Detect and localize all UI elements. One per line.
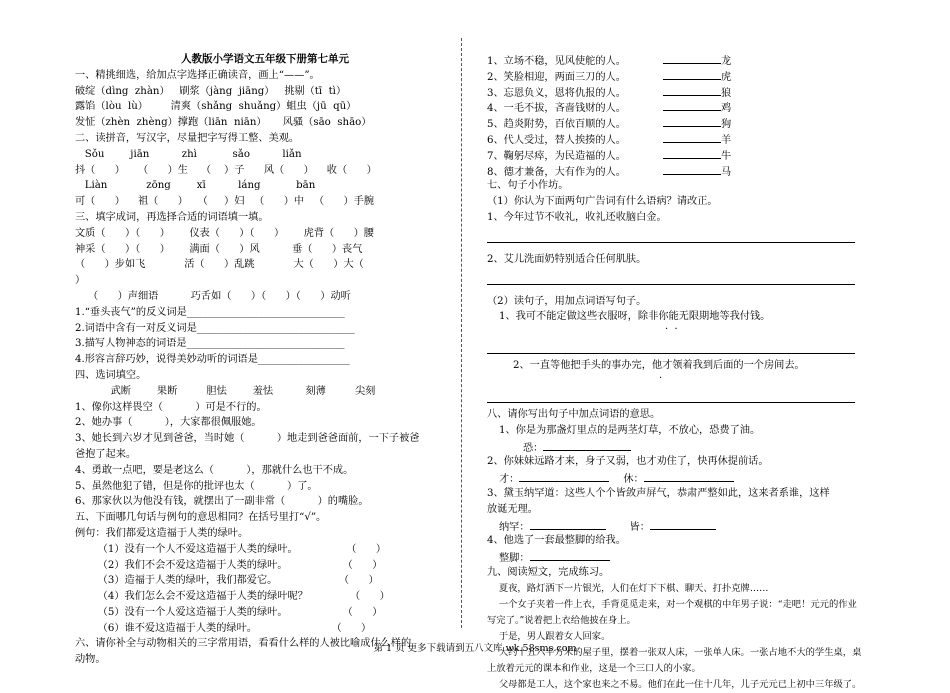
answer-blank[interactable]	[530, 518, 606, 530]
section-7-ad1: 1、今年过节不收礼，收礼还收脑白金。	[487, 211, 667, 223]
left-line: 破绽（dìng zhàn） 刷浆（jàng jiāng） 挑剔（tī tì）	[75, 85, 347, 97]
section-8-s3a: 3、黛玉纳罕道：这些人个个皆敛声屏气，恭肃严整如此，这来者系谁，这样	[487, 487, 830, 499]
left-line: 武断 果断 胆怯 羞怯 刻薄 尖刻	[75, 385, 376, 397]
left-line: 6、那家伙以为他没有钱，就摆出了一副非常（ ）的嘴脸。	[75, 496, 369, 508]
section-7-title: 七、句子小作坊。	[487, 180, 569, 192]
right-column	[487, 52, 862, 693]
passage-line: 大约十五六平方米的屋子里，摆着一张双人床，一张单人床。一张占地不大的学生桌，桌	[487, 646, 862, 658]
animal-item-text: 3、忘恩负义，恩将仇报的人。	[487, 87, 626, 99]
answer-blank[interactable]	[663, 131, 721, 143]
animal-item	[487, 115, 859, 131]
left-line: 2、她办事（ ），大家都很佩服她。	[75, 417, 262, 429]
answer-line[interactable]	[487, 270, 855, 285]
left-line: 1.“垂头丧气”的反义词是_______________________________	[75, 306, 345, 318]
section-8-title: 八、请你写出句子中加点词语的意思。	[487, 408, 661, 420]
left-line: 露馅（lòu lù） 清爽（shǎng shuǎng）蛆虫（jū qū）	[75, 101, 357, 113]
section-7-q1: （1）你认为下面两句广告词有什么语病？请改正。	[487, 196, 718, 208]
answer-blank[interactable]	[663, 163, 721, 175]
answer-blank[interactable]	[663, 52, 721, 64]
animal-item-text: 7、鞠躬尽瘁，为民造福的人。	[487, 150, 626, 162]
page-title: 人教版小学语文五年级下册第七单元	[181, 53, 349, 65]
animal-name: 狗	[721, 119, 732, 131]
section-7-s1: 1、我可不能定做这些衣服呀，除非你能无限期地等我付钱。	[499, 311, 771, 323]
left-content	[75, 68, 445, 668]
page-footer: 第 1 页 更多下载请到五八文库 wk.58sms.com	[373, 643, 577, 654]
animal-item-text: 1、立场不稳，见风使舵的人。	[487, 56, 626, 67]
passage-line: 一个女子夹着一件上衣，手背觅觅走来，对一个观棋的中年男子说：“走吧！元元的作业	[487, 598, 857, 610]
section-8-s3b: 放诞无理。	[487, 503, 538, 515]
left-line: 发怔（zhèn zhèng）撑跑（liān niān） 风骚（sāo shāo）	[75, 117, 372, 129]
left-line: （2）我们不会不爱这造福于人类的绿叶。 （ ）	[75, 559, 383, 571]
section-8-s2: 2、你妹妹远路才来，身子又弱，也才劝住了，快再休提前话。	[487, 456, 769, 468]
answer-blank[interactable]	[530, 549, 610, 561]
label-jie: 皆：	[629, 521, 650, 533]
animal-item	[487, 163, 859, 179]
section-8-s4: 4、他选了一套最整脚的给我。	[487, 535, 626, 547]
left-line: 文质（ ）（ ） 仪表（ ）（ ） 虎背（ ）腰	[75, 227, 374, 239]
left-line: ）	[75, 275, 86, 287]
left-line: 3.描写人物神态的词语是_______________________________	[75, 338, 345, 350]
left-line: 六、请你补全与动物相关的三字常用语，看看什么样的人被比喻成什么样的	[75, 638, 412, 650]
left-line: （6）谁不爱这造福于人类的绿叶。 （ ）	[75, 622, 372, 634]
answer-blank[interactable]	[650, 518, 716, 530]
answer-blank[interactable]	[663, 147, 721, 159]
left-line: 2.词语中含有一对反义词是_______________________________	[75, 322, 355, 334]
left-line: 4、勇敢一点吧，要是老这么（ ），那就什么也干不成。	[75, 464, 354, 476]
animal-name: 虎	[721, 71, 732, 83]
section-9-title: 九、阅读短文，完成练习。	[487, 566, 610, 578]
left-line: 3、她长到六岁才见到爸爸，当时她（ ）地走到爸爸面前，一下子被爸	[75, 433, 420, 445]
left-line: 5、虽然他犯了错，但是你的批评也太（ ）了。	[75, 480, 318, 492]
label-nahan: 纳罕：	[499, 521, 530, 533]
left-line: 爸抱了起来。	[75, 448, 137, 460]
left-line: Liàn zōng xī láng bān	[75, 180, 316, 192]
emphasis-dots: ·	[659, 372, 663, 384]
answer-line[interactable]	[487, 339, 855, 354]
answer-blank[interactable]	[663, 84, 721, 96]
animal-list	[487, 52, 859, 178]
left-line: 动物。	[75, 654, 106, 666]
answer-blank[interactable]	[663, 99, 721, 111]
left-line: （3）造福于人类的绿叶，我们都爱它。 （ ）	[75, 575, 379, 587]
passage-line: 父母都是工人，这个家也来之不易。他们在此一住十几年，儿子元元已上初中三年级了。	[487, 678, 862, 690]
animal-item-text: 6、代人受过，替人挨揍的人。	[487, 134, 626, 146]
left-line: 抖（ ） （ ）生 （ ）子 风（ ） 收（ ）	[75, 164, 377, 176]
animal-name: 牛	[721, 150, 732, 162]
section-7-ad2: 2、艾儿洗面奶特别适合任何肌肤。	[487, 253, 647, 265]
answer-blank[interactable]	[543, 439, 631, 451]
emphasis-dots: · ·	[665, 324, 678, 336]
animal-item	[487, 52, 859, 68]
reading-passage	[487, 581, 862, 693]
left-line: 三、填字成词，再选择合适的词语填一填。	[75, 211, 269, 223]
left-line: 可（ ） 祖（ ） （ ）妇 （ ）中 （ ）手腕	[75, 196, 375, 208]
answer-blank[interactable]	[519, 470, 609, 482]
animal-item	[487, 68, 859, 84]
left-line: （1）没有一个人不爱这造福于人类的绿叶。 （ ）	[75, 543, 387, 555]
left-line: Sǒu jiān zhì sǎo liǎn	[75, 148, 302, 160]
animal-item-text: 8、德才兼备，大有作为的人。	[487, 166, 626, 178]
animal-item	[487, 99, 859, 115]
left-line: 神采（ ）（ ） 满面（ ）风 垂（ ）丧气	[75, 243, 363, 255]
animal-name: 龙	[721, 56, 732, 67]
left-line: （5）没有一个人爱这造福于人类的绿叶。 （ ）	[75, 606, 383, 618]
passage-line: 上放着元元的课本和作业，这是一个三口人的小家。	[487, 662, 701, 674]
left-line: 二、读拼音，写汉字，尽量把字写得工整、美观。	[75, 132, 300, 144]
animal-name: 马	[721, 166, 732, 178]
left-line: 1、像你这样畏空（ ）可是不行的。	[75, 401, 267, 413]
section-7-q2: （2）读句子，用加点词语写句子。	[487, 295, 647, 307]
answer-blank[interactable]	[663, 68, 721, 80]
label-zhengjiao: 整脚：	[499, 553, 530, 565]
animal-name: 鸡	[721, 103, 732, 115]
label-xiu: 休：	[623, 474, 644, 486]
left-line: （ ）步如飞 活（ ）乱跳 大（ ）大（	[75, 259, 384, 271]
answer-line[interactable]	[487, 228, 855, 243]
animal-name: 狼	[721, 87, 732, 99]
animal-name: 羊	[721, 134, 732, 146]
animal-item	[487, 147, 859, 163]
section-8-s1: 1、你是为那盏灯里点的是两茎灯草，不放心，恐费了油。	[499, 424, 761, 436]
answer-blank[interactable]	[644, 470, 734, 482]
left-line: （ ）声细语 巧舌如（ ）（ ）（ ）动听	[75, 290, 351, 302]
label-cai: 才：	[499, 474, 520, 486]
left-line: 4.形容言辞巧妙，说得美妙动听的词语是__________________	[75, 354, 350, 366]
section-7-s2: 2、一直等他把手头的事办完，他才领着我到后面的一个房间去。	[513, 360, 805, 372]
answer-blank[interactable]	[663, 115, 721, 127]
passage-line: 于是，男人跟着女人回家。	[487, 630, 611, 642]
answer-line[interactable]	[487, 388, 855, 403]
left-column	[75, 52, 445, 668]
left-line: 例句：我们都爱这造福于人类的绿叶。	[75, 527, 249, 539]
animal-item-text: 5、趋炎附势，百依百顺的人。	[487, 119, 626, 131]
label-kong: 恐：	[523, 442, 544, 454]
animal-item-text: 2、笑脸相迎，两面三刀的人。	[487, 71, 626, 83]
passage-line: 夏夜，路灯洒下一片银光，人们在灯下下棋、聊天、打扑克牌……	[487, 582, 769, 594]
left-line: （4）我们怎么会不爱这造福于人类的绿叶呢？ （ ）	[75, 591, 390, 603]
column-divider	[461, 38, 462, 628]
animal-item	[487, 84, 859, 100]
left-line: 五、下面哪几句话与例句的意思相同？在括号里打“√”。	[75, 512, 327, 524]
animal-item-text: 4、一毛不拔，吝啬钱财的人。	[487, 103, 626, 115]
left-line: 一、精挑细选，给加点字选择正确读音，画上“——”。	[75, 69, 320, 81]
animal-item	[487, 131, 859, 147]
passage-line: 写完了。”说着把上衣给他披在身上。	[487, 614, 636, 626]
left-line: 四、选词填空。	[75, 369, 147, 381]
